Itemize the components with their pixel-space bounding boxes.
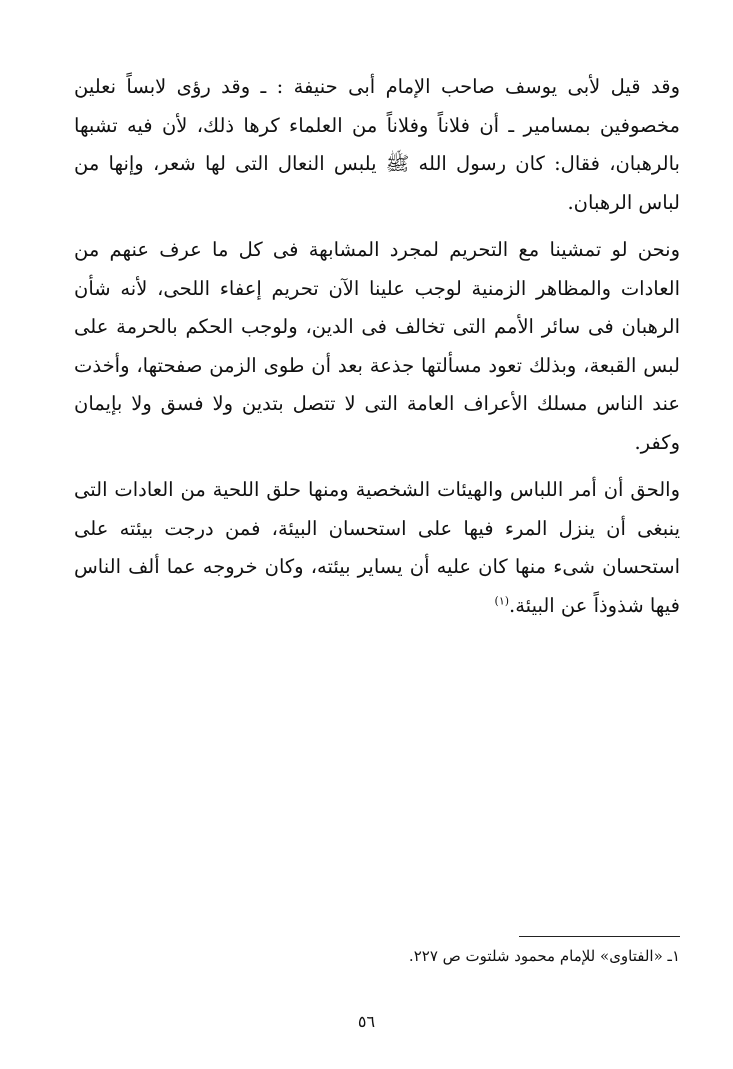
footnote-separator: [519, 936, 680, 937]
footnote: ١ـ «الفتاوى» للإمام محمود شلتوت ص ٢٢٧.: [408, 947, 680, 965]
page-number: ٥٦: [357, 1012, 376, 1031]
paragraph-1: وقد قيل لأبى يوسف صاحب الإمام أبى حنيفة : ـ وقد رؤى لابساً نعلين مخصوفين بمسامير ـ أن فلاناً وفلاناً من العلماء كرها ذلك، لأن فيه تشبها بالرهبان، فقال: كان رسول الله ﷺ يلبس النعال التى لها شعر، وإنها من لباس الرهبان.: [74, 75, 680, 214]
footnote-reference: (١): [494, 594, 510, 607]
paragraph-3: [74, 471, 680, 625]
paragraph-3-text: والحق أن أمر اللباس والهيئات الشخصية ومنها حلق اللحية من العادات التى ينبغى أن ينزل المرء فيها على استحسان البيئة، فمن درجت بيئته على استحسان شىء منها كان عليه أن يساير بيئته، وكان خروجه عما ألف الناس فيها شذوذاً عن البيئة.: [74, 478, 680, 617]
body-text: [74, 68, 680, 625]
paragraph-2: ونحن لو تمشينا مع التحريم لمجرد المشابهة فى كل ما عرف عنهم من العادات والمظاهر الزمنية لوجب علينا الآن تحريم إعفاء اللحى، لأنه شأن الرهبان فى سائر الأمم التى تخالف فى الدين، ولوجب الحكم بالحرمة على لبس القبعة، وبذلك تعود مسألتها جذعة بعد أن طوى الزمن صفحتها، وأخذت عند الناس مسلك الأعراف العامة التى لا تتصل بتدين ولا فسق ولا بإيمان وكفر.: [74, 238, 680, 454]
